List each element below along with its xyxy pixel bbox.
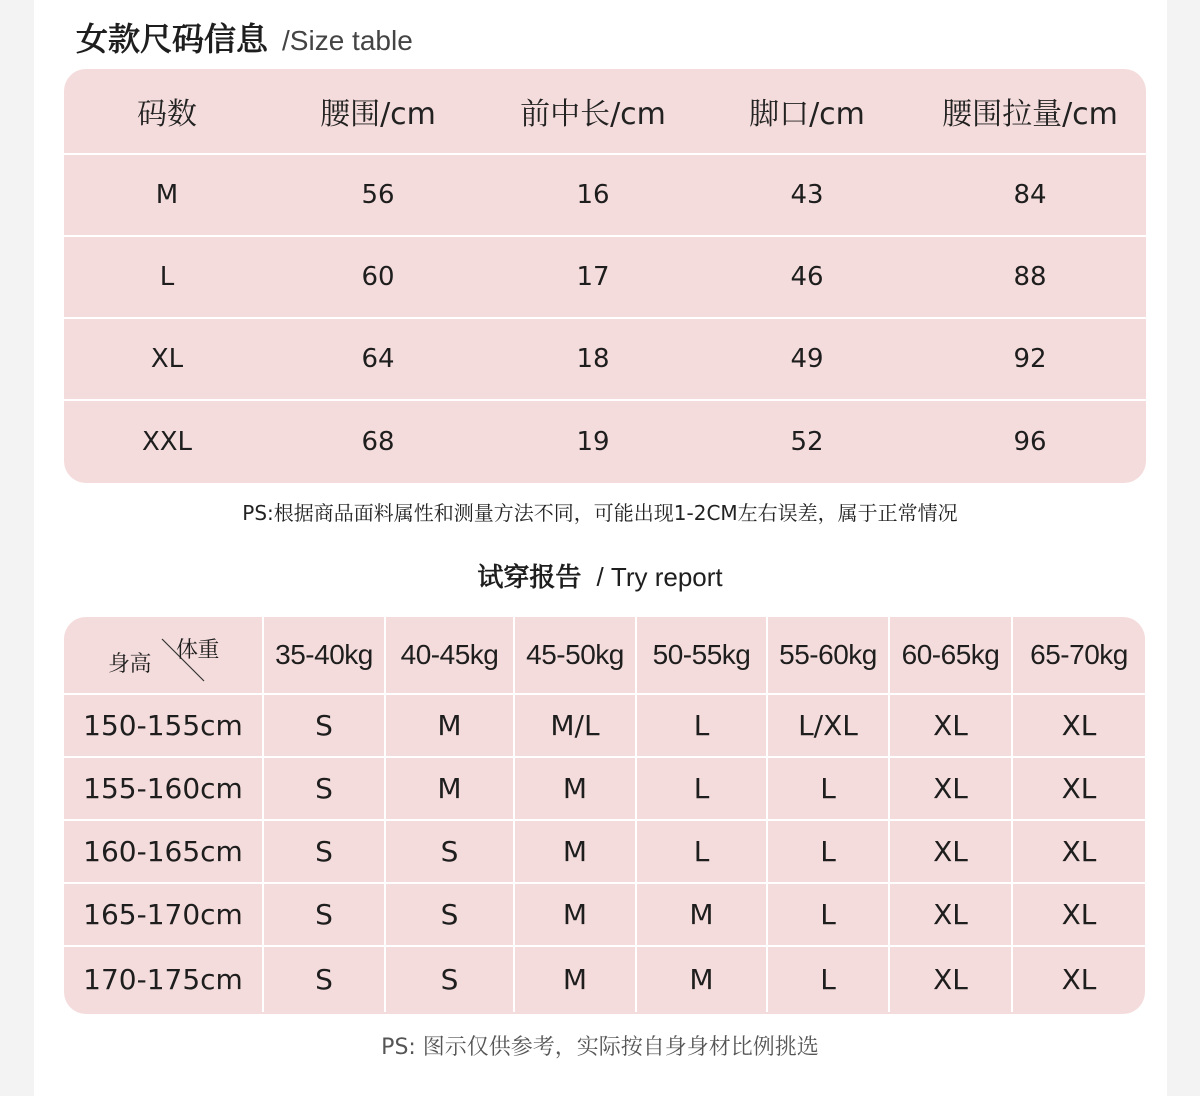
size-cell: L [637, 758, 768, 819]
height-cell: 160-165cm [64, 821, 264, 882]
table-row [64, 884, 1145, 947]
size-table-note: PS:根据商品面料属性和测量方法不同，可能出现1-2CM左右误差，属于正常情况 [242, 501, 958, 525]
corner-header-cell [64, 617, 264, 693]
size-cell: S [264, 758, 386, 819]
value-cell: 88 [1013, 262, 1047, 292]
size-cell: S [264, 695, 386, 756]
size-cell: L/XL [768, 695, 890, 756]
size-cell: XL [1061, 963, 1097, 996]
size-cell: XL [1061, 835, 1097, 868]
try-table-header-row [64, 617, 1145, 695]
height-cell: 165-170cm [64, 884, 264, 945]
size-cell: L [768, 884, 890, 945]
value-cell: 60 [361, 262, 395, 292]
size-cell: L [159, 262, 175, 292]
table-row [64, 821, 1145, 884]
weight-header-cell: 65-70kg [1030, 639, 1128, 670]
try-report-title [0, 557, 1200, 594]
size-table [64, 69, 1146, 483]
size-cell: S [386, 947, 515, 1012]
size-table-header-cell: 前中长/cm [520, 97, 666, 132]
value-cell: 92 [1013, 344, 1047, 374]
size-cell: XL [150, 344, 184, 374]
size-cell: M [515, 947, 637, 1012]
table-row [64, 401, 1146, 483]
table-row [64, 947, 1145, 1012]
value-cell: 18 [576, 344, 610, 374]
size-cell: L [768, 821, 890, 882]
try-report-table [64, 617, 1145, 1014]
value-cell: 56 [361, 180, 395, 210]
weight-header-cell: 60-65kg [890, 617, 1013, 693]
size-cell: XL [1061, 709, 1097, 742]
size-cell: XL [1061, 898, 1097, 931]
table-row [64, 319, 1146, 401]
value-cell: 43 [790, 180, 824, 210]
size-cell: S [386, 821, 515, 882]
size-cell: M [515, 821, 637, 882]
size-cell: M [386, 758, 515, 819]
height-cell: 150-155cm [64, 695, 264, 756]
size-cell: M [637, 884, 768, 945]
value-cell: 19 [576, 427, 610, 457]
value-cell: 68 [361, 427, 395, 457]
size-cell: M [515, 758, 637, 819]
size-cell: L [637, 821, 768, 882]
value-cell: 17 [576, 262, 610, 292]
value-cell: 84 [1013, 180, 1047, 210]
size-table-header-cell: 脚口/cm [749, 97, 865, 132]
try-report-title-en: / Try report [596, 562, 723, 592]
size-cell: XL [890, 821, 1013, 882]
weight-header-cell: 55-60kg [768, 617, 890, 693]
size-table-header-cell: 腰围拉量/cm [942, 97, 1118, 132]
weight-header-cell: 45-50kg [515, 617, 637, 693]
weight-header-cell: 50-55kg [637, 617, 768, 693]
size-cell: M [515, 884, 637, 945]
size-table-title [76, 14, 413, 60]
weight-label: 体重 [176, 637, 220, 662]
value-cell: 49 [790, 344, 824, 374]
table-row [64, 695, 1145, 758]
height-label: 身高 [108, 651, 152, 676]
size-cell: M [155, 180, 179, 210]
table-row [64, 758, 1145, 821]
size-cell: S [264, 884, 386, 945]
height-cell: 170-175cm [64, 947, 264, 1012]
size-cell: XL [890, 695, 1013, 756]
size-cell: S [386, 884, 515, 945]
try-report-note: PS: 图示仅供参考，实际按自身身材比例挑选 [381, 1035, 819, 1060]
size-cell: XL [890, 947, 1013, 1012]
table-row [64, 155, 1146, 237]
table-row [64, 237, 1146, 319]
value-cell: 46 [790, 262, 824, 292]
size-cell: M [386, 695, 515, 756]
size-cell: XL [1061, 772, 1097, 805]
size-cell: M [637, 947, 768, 1012]
value-cell: 96 [1013, 427, 1047, 457]
weight-header-cell: 40-45kg [386, 617, 515, 693]
value-cell: 16 [576, 180, 610, 210]
value-cell: 64 [361, 344, 395, 374]
size-cell: M/L [515, 695, 637, 756]
size-cell: XXL [141, 427, 193, 457]
size-table-title-en: /Size table [282, 25, 413, 56]
size-cell: S [264, 947, 386, 1012]
size-table-header-row [64, 69, 1146, 155]
size-cell: XL [890, 884, 1013, 945]
size-cell: L [768, 947, 890, 1012]
size-cell: L [637, 695, 768, 756]
size-table-header-cell: 码数 [137, 97, 197, 132]
size-cell: L [768, 758, 890, 819]
size-cell: S [264, 821, 386, 882]
value-cell: 52 [790, 427, 824, 457]
size-cell: XL [890, 758, 1013, 819]
size-table-title-zh: 女款尺码信息 [76, 20, 269, 58]
height-cell: 155-160cm [64, 758, 264, 819]
weight-header-cell: 35-40kg [264, 617, 386, 693]
try-report-title-zh: 试穿报告 [477, 563, 582, 593]
size-table-header-cell: 腰围/cm [320, 97, 436, 132]
